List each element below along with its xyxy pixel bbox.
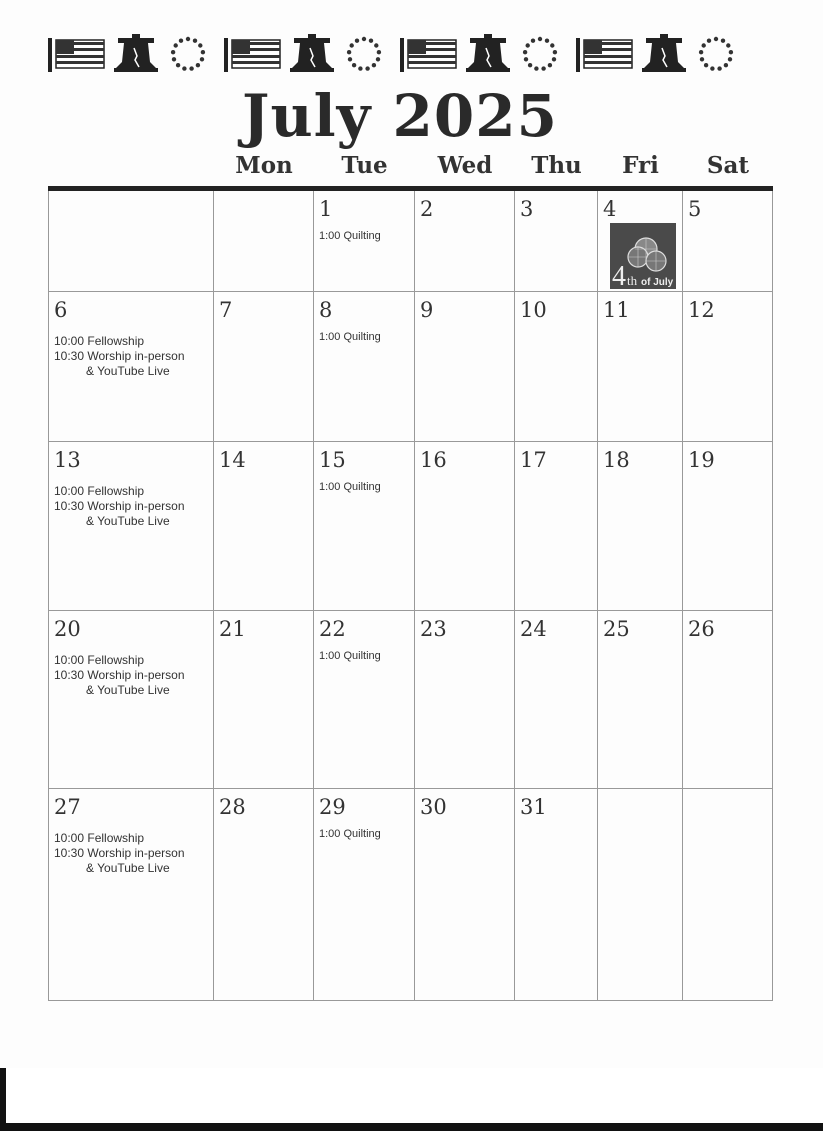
day-cell [515, 191, 598, 292]
day-cell [683, 442, 773, 611]
day-cell [314, 191, 415, 292]
border-motif [576, 34, 746, 78]
day-cell [48, 191, 214, 292]
event-list [54, 653, 185, 698]
event-line: 10:30 Worship in-person [54, 499, 185, 513]
weekday-header [48, 152, 773, 186]
weekday-mon: Mon [235, 152, 293, 179]
event-list [54, 334, 185, 379]
day-number: 20 [54, 617, 81, 641]
patriotic-border [48, 34, 738, 78]
scan-edge-bottom [0, 1123, 823, 1131]
event-line: 1:00 Quilting [319, 828, 381, 840]
event-line: 1:00 Quilting [319, 331, 381, 343]
day-number: 9 [420, 298, 434, 322]
badge-label: of July [641, 277, 674, 288]
star-circle-icon [516, 34, 570, 78]
day-cell [214, 789, 314, 1001]
day-cell [48, 442, 214, 611]
day-number: 31 [520, 795, 547, 819]
calendar-grid [48, 186, 773, 1003]
day-cell [214, 292, 314, 442]
liberty-bell-icon [464, 34, 516, 78]
day-number: 2 [420, 197, 434, 221]
day-cell [598, 191, 683, 292]
day-number: 11 [603, 298, 630, 322]
day-number: 22 [319, 617, 346, 641]
day-cell [683, 611, 773, 789]
event-line: & YouTube Live [86, 861, 170, 875]
day-number: 7 [219, 298, 233, 322]
event-list [319, 827, 381, 842]
event-line: & YouTube Live [86, 683, 170, 697]
flag-icon [224, 36, 288, 76]
day-cell [515, 789, 598, 1001]
day-number: 27 [54, 795, 81, 819]
scan-edge-left [0, 1068, 6, 1131]
day-number: 4 [603, 197, 617, 221]
badge-suffix: th [627, 273, 638, 288]
day-number: 21 [219, 617, 246, 641]
day-cell [515, 611, 598, 789]
flag-icon [48, 36, 112, 76]
day-number: 28 [219, 795, 246, 819]
day-number: 26 [688, 617, 715, 641]
event-line: & YouTube Live [86, 364, 170, 378]
day-cell [48, 789, 214, 1001]
day-cell [598, 611, 683, 789]
day-number: 8 [319, 298, 333, 322]
event-line: 10:00 Fellowship [54, 831, 145, 845]
day-number: 6 [54, 298, 68, 322]
day-cell [415, 292, 515, 442]
event-list [319, 330, 381, 345]
day-cell [598, 292, 683, 442]
day-number: 18 [603, 448, 630, 472]
day-cell [415, 191, 515, 292]
day-cell [598, 789, 683, 1001]
event-line: 10:30 Worship in-person [54, 846, 185, 860]
day-cell [598, 442, 683, 611]
liberty-bell-icon [288, 34, 340, 78]
day-number: 1 [319, 197, 333, 221]
day-cell [415, 442, 515, 611]
star-circle-icon [340, 34, 394, 78]
day-number: 16 [420, 448, 447, 472]
day-number: 24 [520, 617, 547, 641]
event-line: & YouTube Live [86, 514, 170, 528]
flag-icon [400, 36, 464, 76]
day-cell [214, 611, 314, 789]
event-list [54, 831, 185, 876]
day-number: 23 [420, 617, 447, 641]
day-cell [515, 442, 598, 611]
day-cell [515, 292, 598, 442]
liberty-bell-icon [640, 34, 692, 78]
border-motif [224, 34, 394, 78]
calendar-title: July 2025 [242, 82, 558, 150]
day-number: 15 [319, 448, 346, 472]
day-cell [683, 789, 773, 1001]
event-list [319, 649, 381, 664]
day-cell [314, 611, 415, 789]
event-line: 1:00 Quilting [319, 650, 381, 662]
day-number: 25 [603, 617, 630, 641]
event-line: 10:30 Worship in-person [54, 349, 185, 363]
event-list [319, 480, 381, 495]
event-line: 10:00 Fellowship [54, 334, 145, 348]
event-line: 10:00 Fellowship [54, 653, 145, 667]
day-number: 19 [688, 448, 715, 472]
star-circle-icon [164, 34, 218, 78]
flag-icon [576, 36, 640, 76]
weekday-wed: Wed [437, 152, 493, 179]
day-cell [314, 442, 415, 611]
day-number: 17 [520, 448, 547, 472]
day-cell [415, 611, 515, 789]
event-line: 10:00 Fellowship [54, 484, 145, 498]
liberty-bell-icon [112, 34, 164, 78]
weekday-fri: Fri [622, 152, 659, 179]
fourth-of-july-badge [610, 223, 676, 289]
border-motif [400, 34, 570, 78]
day-cell [214, 442, 314, 611]
day-cell [314, 789, 415, 1001]
event-line: 1:00 Quilting [319, 481, 381, 493]
event-line: 10:30 Worship in-person [54, 668, 185, 682]
day-number: 10 [520, 298, 547, 322]
badge-number: 4 [612, 261, 626, 289]
event-list [54, 484, 185, 529]
day-number: 30 [420, 795, 447, 819]
day-cell [214, 191, 314, 292]
border-motif [48, 34, 218, 78]
weekday-tue: Tue [341, 152, 388, 179]
day-cell [48, 292, 214, 442]
day-number: 5 [688, 197, 702, 221]
day-cell [683, 191, 773, 292]
day-number: 12 [688, 298, 715, 322]
day-cell [415, 789, 515, 1001]
day-cell [683, 292, 773, 442]
day-cell [48, 611, 214, 789]
event-list [319, 229, 381, 244]
day-number: 14 [219, 448, 246, 472]
weekday-thu: Thu [531, 152, 582, 179]
day-number: 29 [319, 795, 346, 819]
day-number: 3 [520, 197, 534, 221]
day-cell [314, 292, 415, 442]
event-line: 1:00 Quilting [319, 230, 381, 242]
day-number: 13 [54, 448, 81, 472]
star-circle-icon [692, 34, 746, 78]
weekday-sat: Sat [706, 152, 750, 179]
